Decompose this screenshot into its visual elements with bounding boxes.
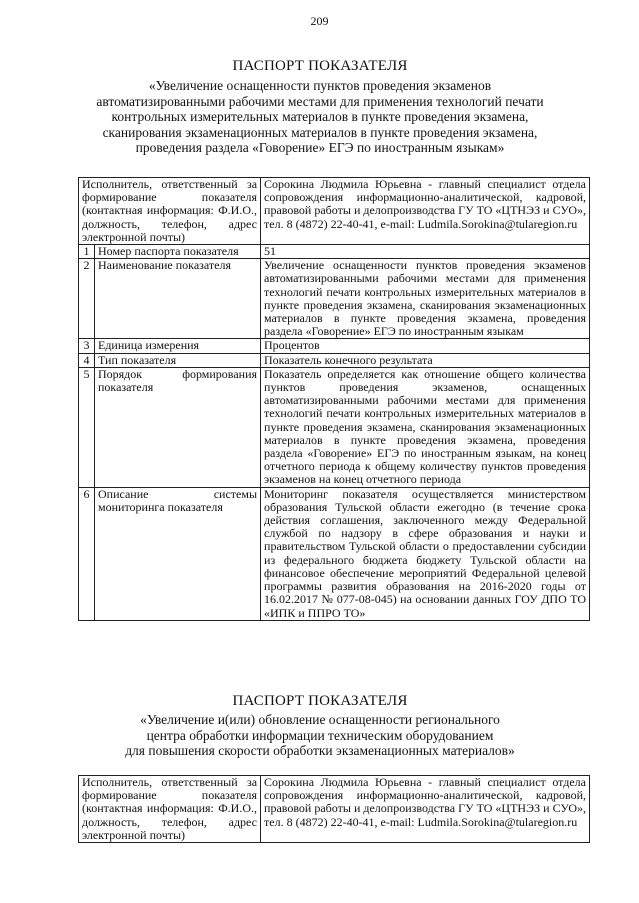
- executor-value: Сорокина Людмила Юрьевна - главный специалист отдела сопровождения информационно-аналитической, кадровой, правовой работы и делопроизводства ГУ ТО «ЦТНЭЗ и СУО», тел. 8 (4872) 22-40-41, e-mail: Ludmila.Sorokina@tularegion.ru: [261, 776, 590, 843]
- page-number: 209: [310, 14, 329, 28]
- executor-label: Исполнитель, ответственный за формирование показателя (контактная информация: Ф.И.О., должность, телефон, адрес электронной почты): [79, 776, 261, 843]
- executor-label: Исполнитель, ответственный за формирование показателя (контактная информация: Ф.И.О., должность, телефон, адрес электронной почты): [79, 178, 261, 245]
- subtitle-line: контрольных измерительных материалов в пункте проведения экзамена,: [111, 109, 529, 124]
- passport-subtitle-1: [70, 78, 570, 156]
- table-row: [79, 178, 590, 245]
- table-row: [79, 259, 590, 339]
- row-number: 5: [79, 367, 95, 487]
- subtitle-line: «Увеличение оснащенности пунктов проведения экзаменов: [148, 78, 492, 93]
- row-number: 2: [79, 259, 95, 339]
- row-value: Увеличение оснащенности пунктов проведения экзаменов автоматизированными рабочими местами для применения технологий печати контрольных измерительных материалов в пункте проведения экзамена, сканирования экзаменационных материалов в пункте проведения экзамена, проведения раздела «Говорение» ЕГЭ по иностранным языкам: [261, 259, 590, 339]
- row-label: Описание системы мониторинга показателя: [95, 487, 261, 620]
- table-row: [79, 339, 590, 353]
- passport-table-2: [78, 775, 590, 843]
- passport-subtitle-2: [70, 712, 570, 759]
- row-number: 1: [79, 245, 95, 259]
- row-value: Процентов: [261, 339, 590, 353]
- row-number: 6: [79, 487, 95, 620]
- passport-table-1: [78, 177, 590, 621]
- row-value: Показатель определяется как отношение общего количества пунктов проведения экзаменов, оснащенных автоматизированными рабочими местами для применения технологий печати контрольных измерительных материалов в пункте проведения экзамена, сканирования экзаменационных материалов в пункте проведения экзамена, проведения раздела «Говорение» ЕГЭ по иностранным языкам, на конец отчетного периода к общему количеству пунктов проведения экзаменов на конец отчетного периода: [261, 367, 590, 487]
- row-number: 4: [79, 353, 95, 367]
- subtitle-line: для повышения скорости обработки экзаменационных материалов»: [125, 743, 515, 758]
- subtitle-line: автоматизированными рабочими местами для применения технологий печати: [96, 93, 544, 109]
- table-row: [79, 367, 590, 487]
- row-label: Порядок формирования показателя: [95, 367, 261, 487]
- row-value: 51: [261, 245, 590, 259]
- table-row: [79, 245, 590, 259]
- passport-title-1: ПАСПОРТ ПОКАЗАТЕЛЯ: [232, 58, 408, 74]
- passport-title-2: ПАСПОРТ ПОКАЗАТЕЛЯ: [232, 693, 408, 709]
- row-label: Тип показателя: [95, 353, 261, 367]
- subtitle-line: «Увеличение и(или) обновление оснащенности регионального: [140, 712, 500, 727]
- table-row: [79, 353, 590, 367]
- row-value: Мониторинг показателя осуществляется министерством образования Тульской области ежегодно (в течение срока действия соглашения, заключенного между Федеральной службой по надзору в сфере образования и науки и правительством Тульской области о предоставлении субсидии из федерального бюджета бюджету Тульской области на финансовое обеспечение мероприятий Федеральной целевой программы развития образования на 2016-2020 годы от 16.02.2017 № 077-08-045) на основании данных ГОУ ДПО ТО «ИПК и ППРО ТО»: [261, 487, 590, 620]
- row-label: Единица измерения: [95, 339, 261, 353]
- row-number: 3: [79, 339, 95, 353]
- row-value: Показатель конечного результата: [261, 353, 590, 367]
- subtitle-line: центра обработки информации техническим оборудованием: [146, 727, 494, 743]
- table-row: [79, 487, 590, 620]
- table-row: [79, 776, 590, 843]
- row-label: Номер паспорта показателя: [95, 245, 261, 259]
- subtitle-line: проведения раздела «Говорение» ЕГЭ по иностранным языкам»: [135, 140, 505, 155]
- subtitle-line: сканирования экзаменационных материалов в пункте проведения экзамена,: [102, 124, 538, 140]
- executor-value: Сорокина Людмила Юрьевна - главный специалист отдела сопровождения информационно-аналитической, кадровой, правовой работы и делопроизводства ГУ ТО «ЦТНЭЗ и СУО», тел. 8 (4872) 22-40-41, e-mail: Ludmila.Sorokina@tularegion.ru: [261, 178, 590, 245]
- row-label: Наименование показателя: [95, 259, 261, 339]
